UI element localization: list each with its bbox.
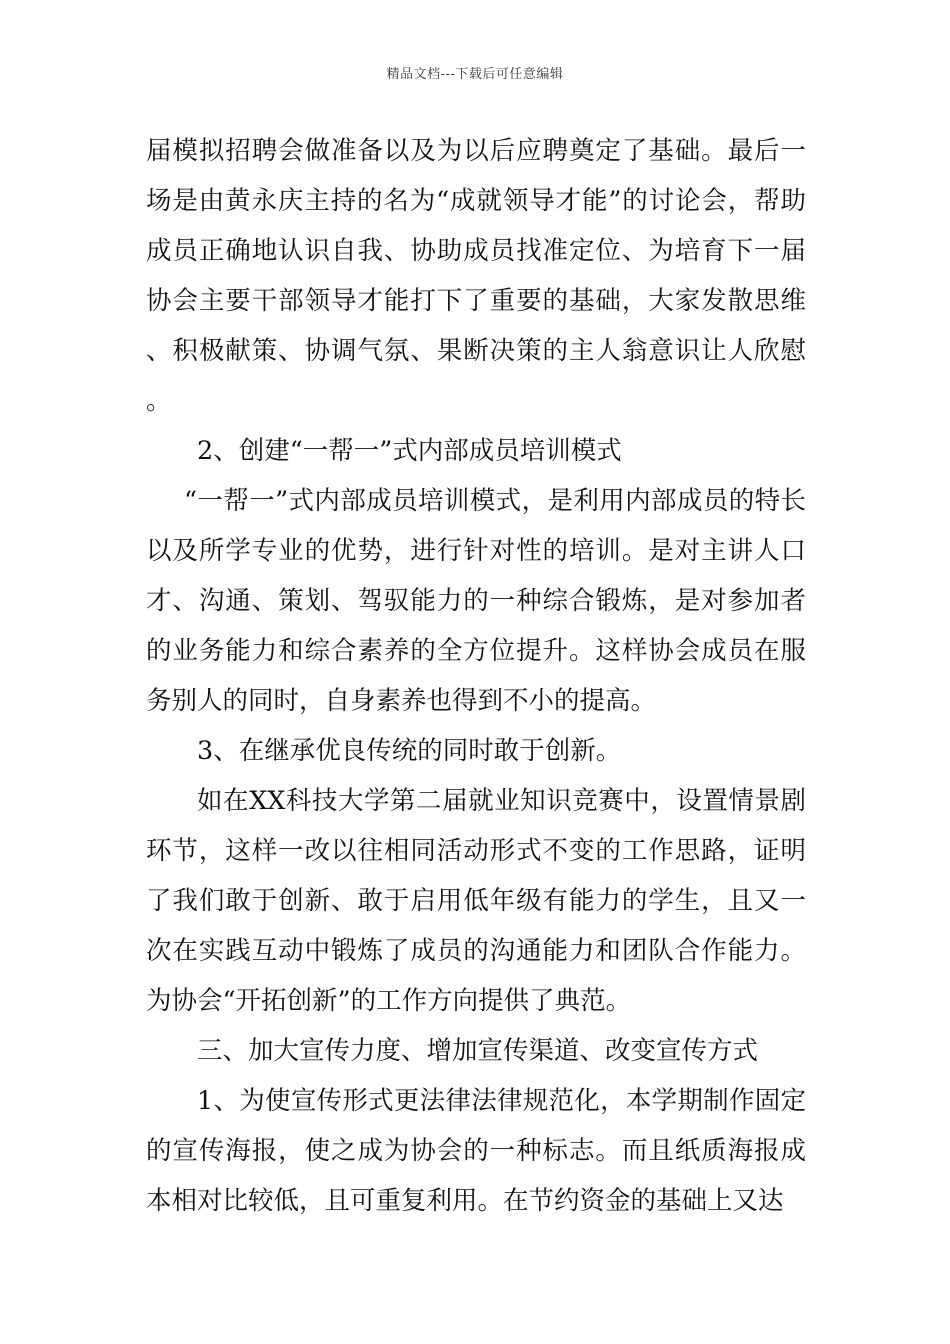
section-heading-2: 2、创建“一帮一”式内部成员培训模式 [197,436,622,466]
paragraph-continuation: 届模拟招聘会做准备以及为以后应聘奠定了基础。最后一场是由黄永庆主持的名为“成就领导才能”的讨论会，帮助成员正确地认识自我、协助成员找准定位、为培育下一届协会主要干部领导才能打下了重要的基础，大家发散思维、积极献策、协调气氛、果断决策的主人翁意识让人欣慰。 [146,136,806,416]
section-heading-3: 3、在继承优良传统的同时敢于创新。 [197,736,622,766]
paragraph-innovation: 如在XX科技大学第二届就业知识竞赛中，设置情景剧环节，这样一改以往相同活动形式不变的工作思路，证明了我们敢于创新、敢于启用低年级有能力的学生，且又一次在实践互动中锻炼了成员的沟通能力和团队合作能力。为协会“开拓创新”的工作方向提供了典范。 [146,786,806,1016]
page-header: 精品文档---下载后可任意编辑 [386,67,564,82]
paragraph-publicity: 1、为使宣传形式更法律法律规范化，本学期制作固定的宣传海报，使之成为协会的一种标志。而且纸质海报成本相对比较低，且可重复利用。在节约资金的基础上又达 [146,1086,806,1216]
paragraph-one-help-one: “一帮一”式内部成员培训模式，是利用内部成员的特长以及所学专业的优势，进行针对性的培训。是对主讲人口才、沟通、策划、驾驭能力的一种综合锻炼，是对参加者的业务能力和综合素养的全方位提升。这样协会成员在服务别人的同时，自身素养也得到不小的提高。 [146,486,806,716]
document-body [146,126,806,1226]
section-heading-three: 三、加大宣传力度、增加宣传渠道、改变宣传方式 [197,1036,759,1066]
